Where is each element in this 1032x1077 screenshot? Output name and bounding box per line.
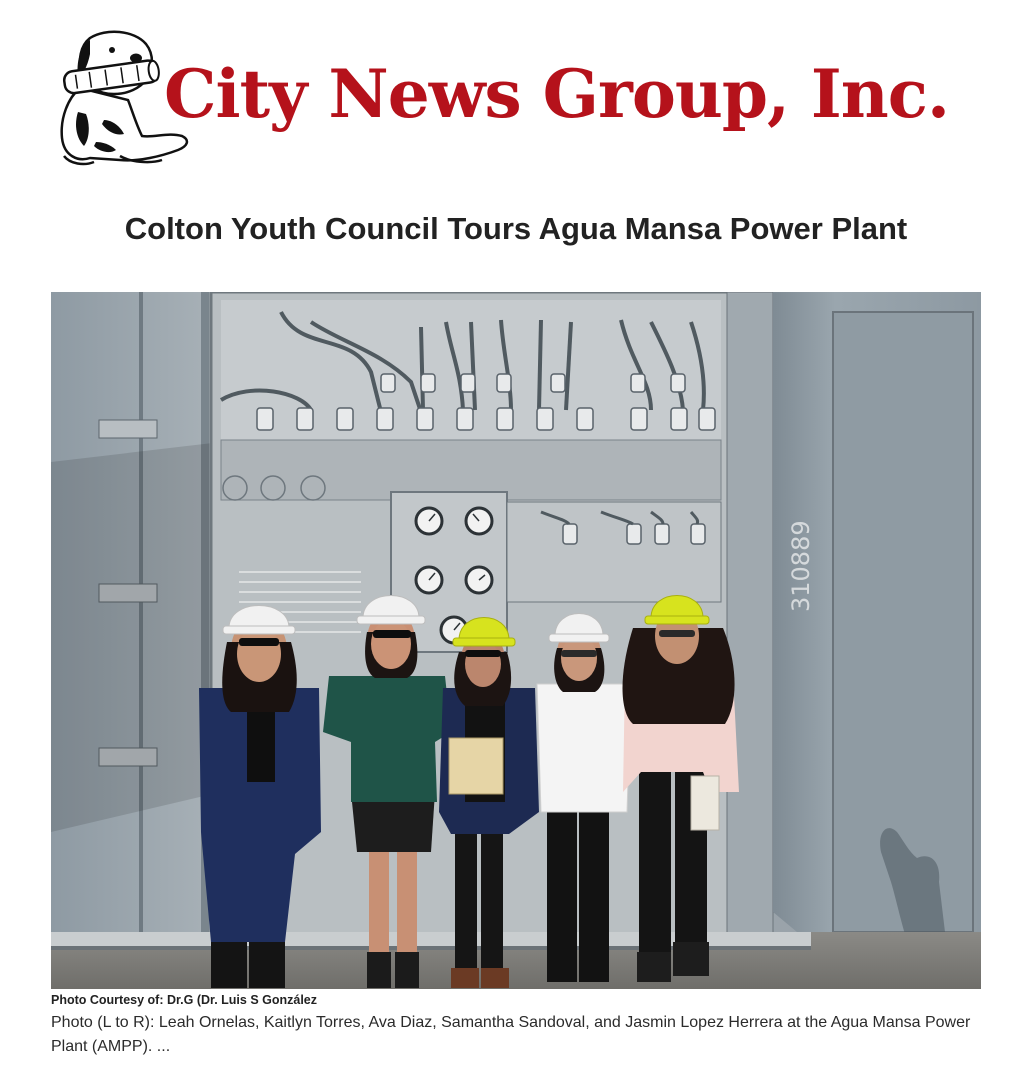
- masthead: [50, 28, 980, 173]
- brand-name: City News Group, Inc.: [164, 55, 949, 133]
- article-photo: [51, 292, 981, 989]
- article-headline: Colton Youth Council Tours Agua Mansa Power Plant: [124, 211, 908, 246]
- door-marking: 310889: [787, 520, 815, 612]
- photo-caption: Photo (L to R): Leah Ornelas, Kaitlyn Torres, Ava Diaz, Samantha Sandoval, and Jasmin Lopez Herrera at the Agua Mansa Power Plant (AMPP). ...: [51, 1014, 971, 1055]
- photo-credit: Photo Courtesy of: Dr.G (Dr. Luis S González: [51, 993, 317, 1007]
